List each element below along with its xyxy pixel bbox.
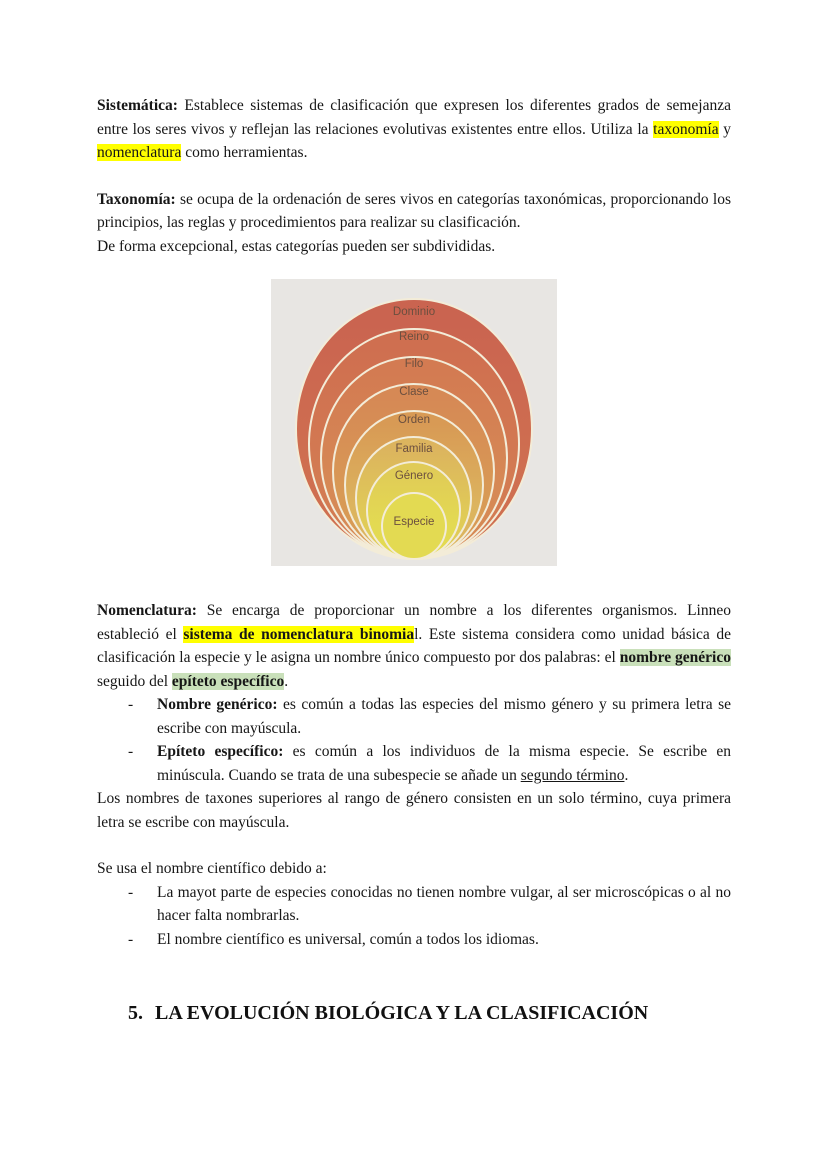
list-item-text: Epíteto específico: es común a los individuos de la misma especie. Se escribe en minúscula. Cuando se trata de una subespecie se añade un segundo término.	[157, 743, 731, 784]
bullet-marker: -	[128, 930, 134, 948]
paragraph-se-usa: Se usa el nombre científico debido a:	[97, 860, 327, 877]
bullet-marker: -	[128, 883, 134, 901]
label-dominio: Dominio	[392, 306, 436, 318]
list-item-nombre-generico	[97, 693, 731, 740]
bullet-marker: -	[128, 743, 134, 760]
section-number: 5.	[128, 1002, 143, 1024]
list-item-universal	[97, 928, 731, 952]
label-especie: Especie	[393, 516, 435, 528]
bullet-marker: -	[128, 696, 134, 713]
paragraph-nomenclatura: Nomenclatura: Se encarga de proporcionar un nombre a los diferentes organismos. Linneo estableció el sistema de nomenclatura binomial. Este sistema considera como unidad básica de clasificación la especie y le asigna un nombre único compuesto por dos palabras: el nombre genérico seguido del epíteto específico.	[97, 602, 732, 690]
paragraph-taxones: Los nombres de taxones superiores al rango de género consisten en un solo término, cuya primera letra se escribe con mayúscula.	[97, 790, 731, 831]
paragraph-excepcional: De forma excepcional, estas categorías pueden ser subdivididas.	[97, 237, 496, 255]
label-orden: Orden	[398, 414, 430, 426]
paragraph-sistematica: Sistemática: Establece sistemas de clasificación que expresen los diferentes grados de semejanza entre los seres vivos y reflejan las relaciones evolutivas existentes entre ellos. Utiliza la taxonomía y nomenclatura como herramientas.	[97, 97, 731, 161]
label-clase: Clase	[399, 386, 429, 398]
label-familia: Familia	[395, 443, 433, 455]
list-item-text: El nombre científico es universal, común a todos los idiomas.	[157, 930, 539, 948]
taxonomy-figure	[271, 279, 557, 566]
section-heading	[97, 1000, 731, 1027]
list-item-nombre-vulgar	[97, 881, 731, 928]
list-item-text: La mayot parte de especies conocidas no tienen nombre vulgar, al ser microscópicas o al no hacer falta nombrarlas.	[157, 883, 731, 924]
list-item-epiteto-especifico	[97, 740, 731, 787]
binomial-list	[97, 693, 731, 787]
section-title: LA EVOLUCIÓN BIOLÓGICA Y LA CLASIFICACIÓN	[155, 1002, 649, 1024]
label-filo: Filo	[404, 358, 424, 370]
label-reino: Reino	[398, 331, 430, 343]
razones-list	[97, 881, 731, 952]
paragraph-taxonomia: Taxonomía: se ocupa de la ordenación de seres vivos en categorías taxonómicas, proporcionando los principios, las reglas y procedimientos para realizar su clasificación.	[97, 190, 731, 231]
label-genero: Género	[394, 470, 434, 482]
list-item-text: Nombre genérico: es común a todas las especies del mismo género y su primera letra se escribe con mayúscula.	[157, 696, 731, 737]
